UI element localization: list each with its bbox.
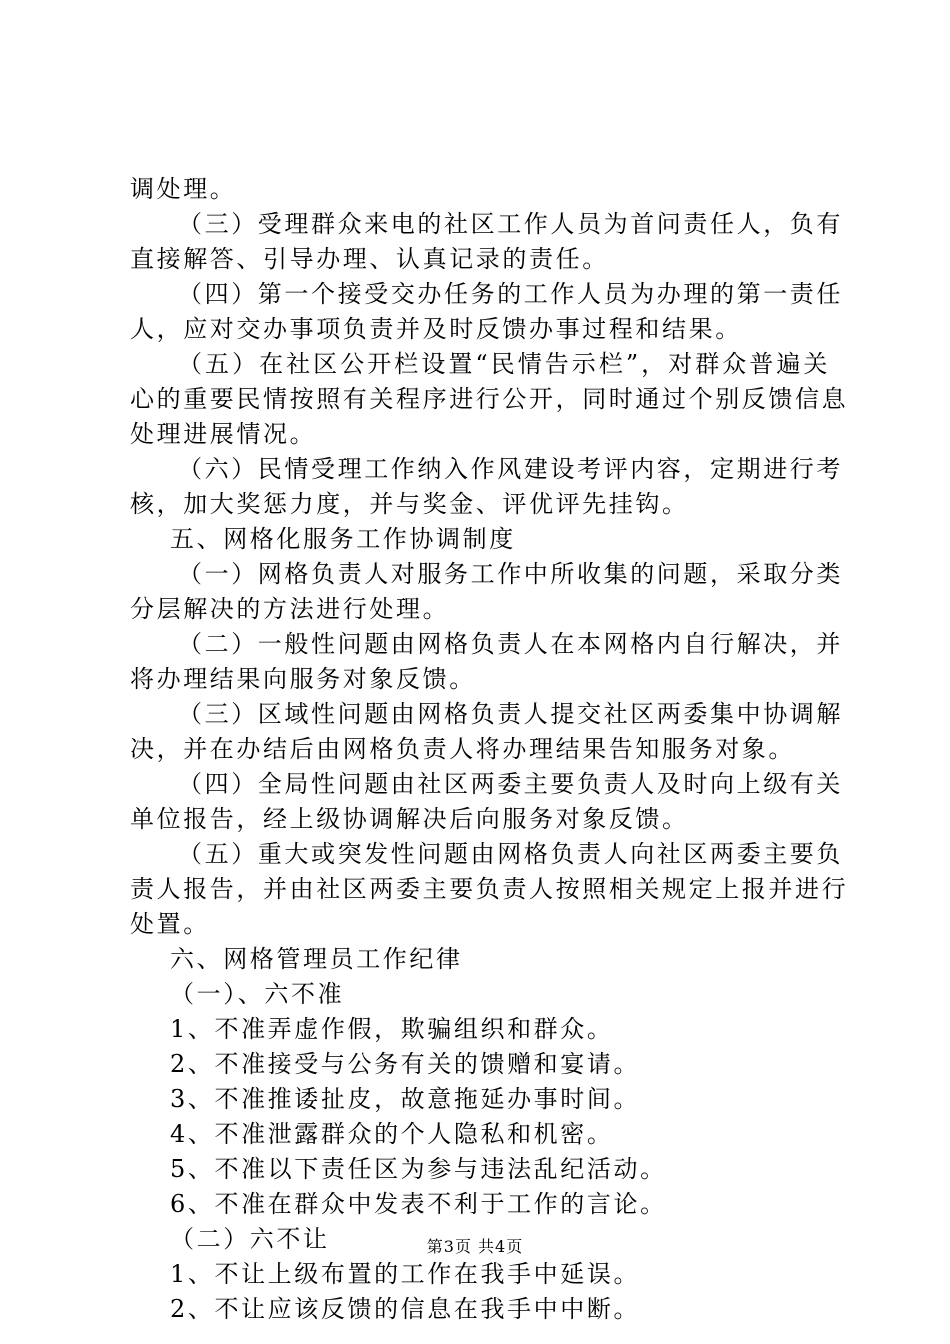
text-line: 处理进展情况。 [130,420,317,448]
text-line: 1、不准弄虚作假，欺骗组织和群众。 [170,1015,614,1043]
text-line: 将办理结果向服务对象反馈。 [130,665,476,693]
text-line: 2、不让应该反馈的信息在我手中中断。 [170,1295,641,1323]
text-line: 2、不准接受与公务有关的馈赠和宴请。 [170,1050,641,1078]
text-line: （一）、六不准 [170,980,345,1008]
text-line: 5、不准以下责任区为参与违法乱纪活动。 [170,1155,667,1183]
text-line: 1、不让上级布置的工作在我手中延误。 [170,1260,641,1288]
text-line: 心的重要民情按照有关程序进行公开，同时通过个别反馈信息 [130,385,849,413]
text-line: 4、不准泄露群众的个人隐私和机密。 [170,1120,614,1148]
text-line: （一）网格负责人对服务工作中所收集的问题，采取分类 [178,560,843,588]
text-line: （二）一般性问题由网格负责人在本网格内自行解决，并 [178,630,843,658]
text-line: （四）全局性问题由社区两委主要负责人及时向上级有关 [178,770,843,798]
text-line: 决，并在办结后由网格负责人将办理结果告知服务对象。 [130,735,795,763]
text-line: 责人报告，并由社区两委主要负责人按照相关规定上报并进行 [130,875,849,903]
text-line: 人，应对交办事项负责并及时反馈办事过程和结果。 [130,315,742,343]
text-line: （三）受理群众来电的社区工作人员为首问责任人，负有 [178,210,843,238]
text-line: 六、网格管理员工作纪律 [170,945,463,973]
page-footer: 第3页 共4页 [426,1237,524,1256]
text-line: 核，加大奖惩力度，并与奖金、评优评先挂钩。 [130,490,689,518]
text-line: （五）重大或突发性问题由网格负责人向社区两委主要负 [178,840,843,868]
text-line: （三）区域性问题由网格负责人提交社区两委集中协调解 [178,700,843,728]
document-body [130,172,849,1327]
text-line: （六）民情受理工作纳入作风建设考评内容，定期进行考 [178,455,843,483]
text-line: 单位报告，经上级协调解决后向服务对象反馈。 [130,805,689,833]
text-line: （五）在社区公开栏设置“民情告示栏”，对群众普遍关 [178,350,830,378]
text-line: 6、不准在群众中发表不利于工作的言论。 [170,1190,667,1218]
text-line: （二）六不让 [170,1225,330,1253]
text-line: 分层解决的方法进行处理。 [130,595,450,623]
text-line: 五、网格化服务工作协调制度 [170,525,516,553]
text-line: （四）第一个接受交办任务的工作人员为办理的第一责任 [178,280,843,308]
text-line: 直接解答、引导办理、认真记录的责任。 [130,245,609,273]
text-line: 调处理。 [130,175,237,203]
text-line: 处置。 [130,910,210,938]
text-line: 3、不准推诿扯皮，故意拖延办事时间。 [170,1085,641,1113]
